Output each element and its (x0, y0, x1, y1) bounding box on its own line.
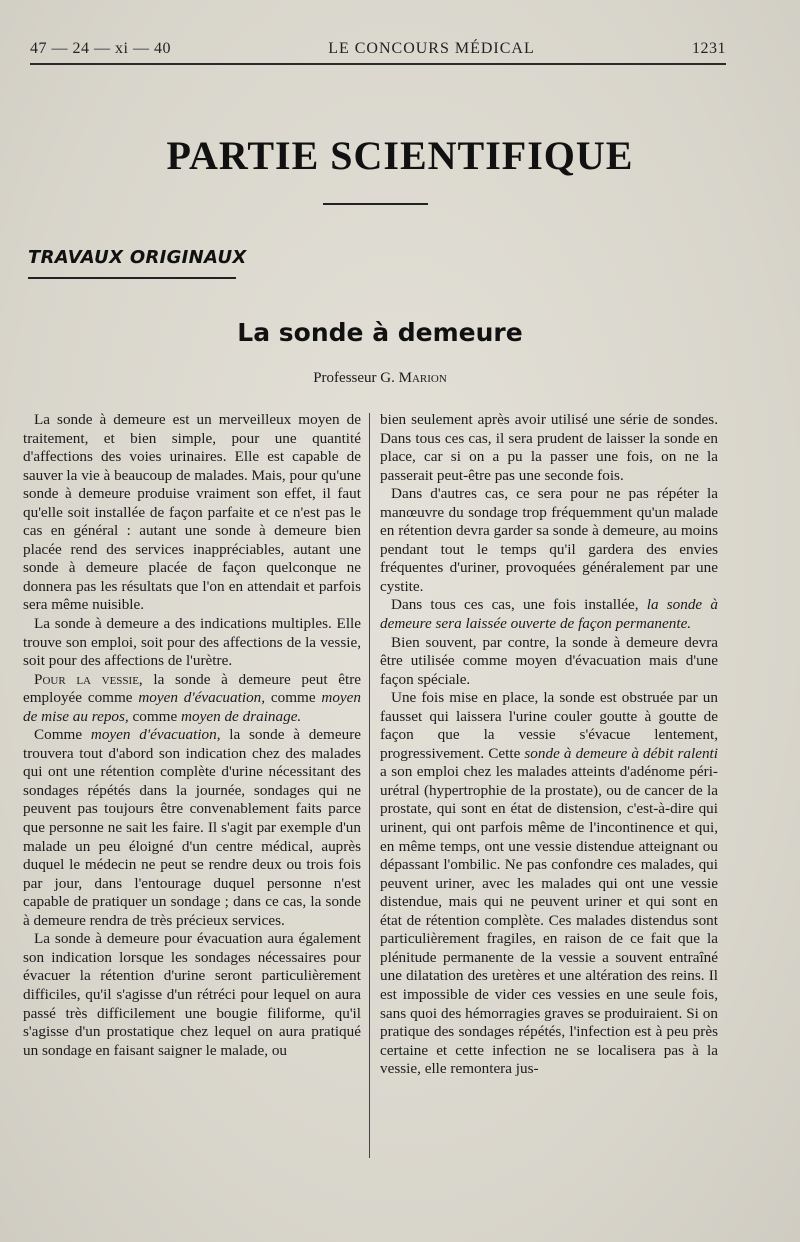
paragraph: La sonde à demeure a des indications multiples. Elle trouve son emploi, soit pour des affections de la vessie, soit pour des affections de l'urètre. (23, 615, 361, 670)
paragraph: Comme moyen d'évacuation, la sonde à demeure trouvera tout d'abord son indication chez des malades qui ont une rétention complète d'urine nécessitant des sondages répétés dans la journée, sondages qui ne peuvent pas toujours être convenablement faits parce que personne ne sait les faire. Il s'agit par exemple d'un malade un peu éloigné d'un centre médical, auprès duquel le médecin ne peut se rendre deux ou trois fois par jour, dans l'entourage duquel personne n'est capable de pratiquer un sondage ; dans ce cas, la sonde à demeure rendra de très précieux services. (23, 726, 361, 929)
paragraph: Une fois mise en place, la sonde est obstruée par un fausset qui laissera l'urine couler goutte à goutte de façon que la vessie s'évacue lentement, progressivement. Cette sonde à demeure à débit ralenti a son emploi chez les malades atteints d'adénome péri-urétral (hypertrophie de la prostate), ou de cancer de la prostate, qui sont en état de distension, c'est-à-dire qui urinent, qui ont parfois même de l'incontinence et qui, en même temps, ont une vessie distendue atteignant ou dépassant l'ombilic. Ne pas confondre ces malades, qui peuvent uriner, avec les malades qui ont une vessie distendue, mais qui ne peuvent uriner et qui sont en état de rétention complète. Ces malades distendus sont particulièrement fragiles, en raison de ce fait que la plénitude permanente de la vessie a souvent entraîné une dilatation des uretères et une altération des reins. Il est impossible de vider ces vessies en une seule fois, sans quoi des hémorragies graves se produiraient. Si on pratique des sondages répétés, l'infection est à peu près certaine et cette infection ne se localisera pas à la vessie, elle remontera jus- (380, 689, 718, 1078)
paragraph: Dans tous ces cas, une fois installée, la sonde à demeure sera laissée ouverte de façon permanente. (380, 596, 718, 633)
title-rule (323, 203, 428, 205)
author-name: G. Marion (380, 370, 447, 386)
paragraph: Dans d'autres cas, ce sera pour ne pas répéter la manœuvre du sondage trop fréquemment qu'un malade en rétention devra garder sa sonde à demeure, au moins pendant tout le temps qu'il gardera des envies fréquentes d'uriner, provoquées généralement par une cystite. (380, 485, 718, 595)
left-column (23, 411, 361, 1060)
paragraph: Pour la vessie, la sonde à demeure peut être employée comme moyen d'évacuation, comme moyen de mise au repos, comme moyen de drainage. (23, 670, 361, 725)
issue-reference: 47 — 24 — xi — 40 (30, 40, 171, 57)
paragraph-lead: Pour la vessie, (34, 670, 143, 688)
journal-name: LE CONCOURS MÉDICAL (328, 40, 535, 57)
section-title: PARTIE SCIENTIFIQUE (166, 133, 634, 178)
rubric-rule (28, 277, 236, 279)
paragraph: La sonde à demeure est un merveilleux moyen de traitement, et bien simple, pour une quantité d'affections des voies urinaires. Elle est capable de sauver la vie à beaucoup de malades. Mais, pour qu'une sonde à demeure produise vraiment son effet, il faut qu'elle soit installée de façon parfaite et ce n'est pas le cas en général : autant une sonde à demeure bien placée rend des services inappréciables, autant une sonde à demeure placée de façon quelconque ne donnera pas les résultats que l'on en attendait et parfois sera même nuisible. (23, 411, 362, 614)
column-divider (369, 413, 370, 1158)
paragraph: La sonde à demeure pour évacuation aura également son indication lorsque les sondages nécessaires pour évacuer la rétention d'urine seront particulièrement difficiles, qu'il s'agisse d'un rétréci pour lequel on aura passé très difficilement une bougie filiforme, qu'il s'agisse d'un prostatique chez lequel on aura pratiqué un sondage en faisant saigner le malade, ou (23, 930, 361, 1059)
running-head (30, 40, 726, 58)
paragraph: Bien souvent, par contre, la sonde à demeure devra être utilisée comme moyen d'évacuation mais d'une façon spéciale. (380, 633, 718, 688)
author-prefix: Professeur (313, 370, 377, 386)
paragraph-continued: bien seulement après avoir utilisé une série de sondes. Dans tous ces cas, il sera prudent de laisser la sonde en place, car si on a pu la passer une fois, on ne la passerait peut-être pas une seconde fois. (380, 411, 718, 484)
page-number: 1231 (691, 40, 726, 57)
rubric-heading: TRAVAUX ORIGINAUX (28, 247, 247, 268)
header-rule (30, 63, 726, 65)
author-line (150, 370, 610, 387)
right-column (380, 411, 718, 1079)
article-title: La sonde à demeure (237, 318, 523, 347)
